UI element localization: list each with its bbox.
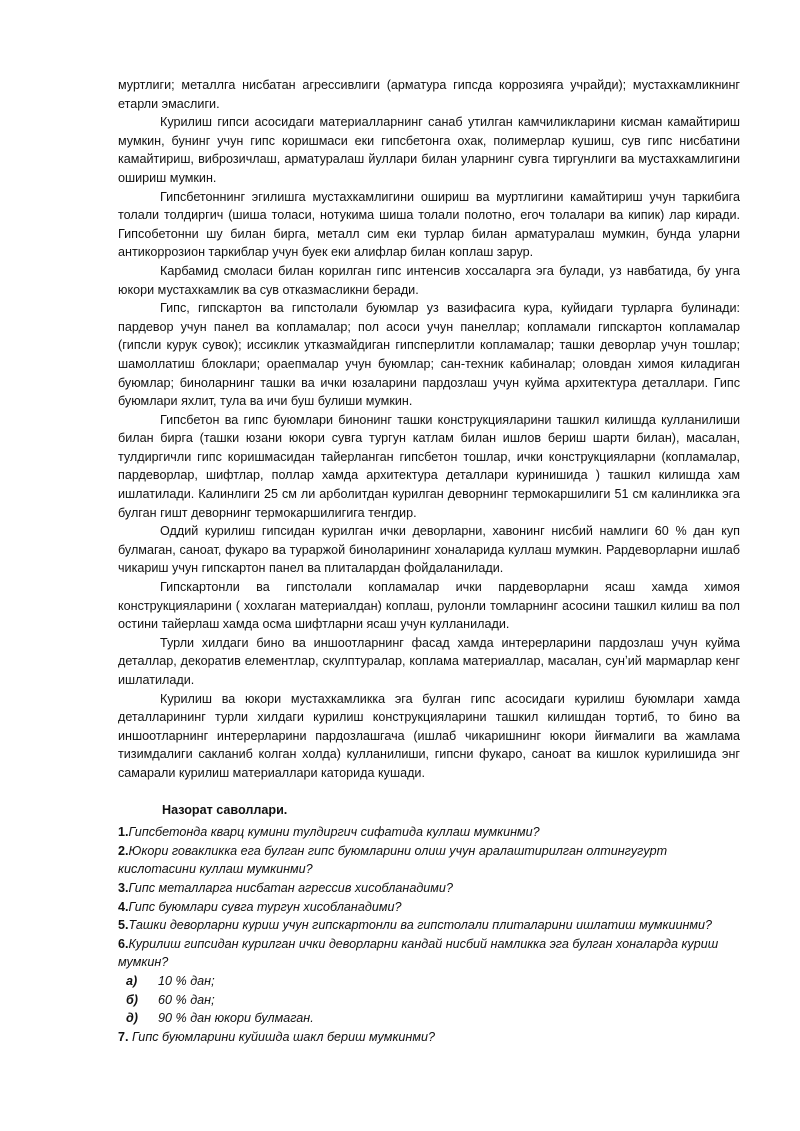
paragraph-10: Курилиш ва юкори мустахкамликка эга булган гипс асосидаги курилиш буюмлари хамда деталларининг турли хилдаги курилиш конструкцияларини ташкил килишдан тортиб, то бино ва иншоотларнинг интерерларини пардозлашгача (ишлаб чикаришнинг юкори йиғмалиги ва жамлама тизимдалиги сакланиб колган холда) кулланилиши, гипсни фукаро, саноат ва кишлок курилишида энг самарали курилиш материаллари каторида кушади. bbox=[118, 691, 740, 780]
paragraph-8: Гипскартонли ва гипстолали копламалар ички пардеворларни ясаш хамда химоя конструкцияларини ( хохлаган материалдан) коплаш, рулонли томларнинг асосини ташкил килиш ва пол остини тайерлаш хамда осма шифтларни ясаш учун кулланилади. bbox=[118, 580, 740, 632]
question-6 bbox=[118, 935, 740, 972]
answer-option-a bbox=[126, 972, 740, 991]
question-number: 5. bbox=[118, 918, 129, 933]
question-text: Гипс металларга нисбатан агрессив хисобланадими? bbox=[128, 880, 453, 895]
questions-list bbox=[118, 823, 740, 1046]
answer-option-b bbox=[126, 991, 740, 1010]
question-text: Гипс буюмлари сувга тургун хисобланадими? bbox=[128, 899, 402, 914]
option-text: 10 % дан; bbox=[158, 973, 215, 988]
question-5 bbox=[118, 916, 740, 935]
option-text: 90 % дан юкори булмаган. bbox=[158, 1011, 314, 1026]
question-number: 6. bbox=[118, 936, 129, 951]
paragraph-1: муртлиги; металлга нисбатан агрессивлиги (арматура гипсда коррозияга учрайди); мустахкамликнинг етарли эмаслиги. bbox=[118, 78, 740, 111]
question-number: 1. bbox=[118, 825, 129, 840]
paragraph-9: Турли хилдаги бино ва иншоотларнинг фасад хамда интерерларини пардозлаш учун куйма деталлар, декоратив елементлар, скулптуралар, коплама материаллар, масалан, сунʼий мармарлар кенг ишлатилади. bbox=[118, 635, 740, 687]
question-number: 3. bbox=[118, 880, 129, 895]
question-text: Курилиш гипсидан курилган ички деворларни кандай нисбий намликка эга булган хоналарда куриш мумкин? bbox=[118, 936, 719, 970]
paragraph-7: Оддий курилиш гипсидан курилган ички деворларни, хавонинг нисбий намлиги 60 % дан куп булмаган, саноат, фукаро ва тураржой биноларининг хоналарида куллаш мумкин. Рардеворларни ишлаб чикариш учун гипскартон панел ва плиталардан фойдаланилади. bbox=[118, 524, 740, 576]
question-text: Гипсбетонда кварц кумини тулдиргич сифатида куллаш мумкинми? bbox=[128, 825, 540, 840]
question-number: 2. bbox=[118, 843, 129, 858]
paragraph-2: Курилиш гипси асосидаги материалларнинг санаб утилган камчиликларини кисман камайтириш мумкин, бунинг учун гипс коришмаси еки гипсбетонга охак, полимерлар кушиш, сув гипс нисбатини камайтириш, виброзичлаш, арматуралаш йуллари билан уларнинг сувга тиргунлиги ва мустахкамлигини ошириш мумкин. bbox=[118, 115, 740, 185]
question-number: 7. bbox=[118, 1029, 129, 1044]
answer-option-d bbox=[126, 1009, 740, 1028]
question-2 bbox=[118, 842, 740, 879]
paragraph-3: Гипсбетоннинг эгилишга мустахкамлигини ошириш ва муртлигини камайтириш учун таркибига толали толдиргич (шиша толаси, нотукима шиша толали полотно, егоч толалари ва кипик) лар киради. Гипсобетонни шу билан бирга, металл сим еки турлар билан арматуралаш мумкин, бунда уларни антикоррозион таркиблар учун буек еки алифлар билан коплаш зарур. bbox=[118, 189, 740, 260]
question-text: Ташки деворларни куриш учун гипскартонли ва гипстолали плиталарини ишлатиш мумкиинми? bbox=[128, 918, 713, 933]
body-text bbox=[118, 76, 740, 783]
question-text: Юкори говакликка ега булган гипс буюмларини олиш учун аралаштирилган олтингугурт кислотасини куллаш мумкинми? bbox=[118, 843, 668, 877]
question-4 bbox=[118, 898, 740, 917]
paragraph-4: Карбамид смоласи билан корилган гипс интенсив хоссаларга эга булади, уз навбатида, бу унга юкори мустахкамлик ва сув отказмасликни беради. bbox=[118, 263, 740, 297]
paragraph-6: Гипсбетон ва гипс буюмлари бинонинг ташки конструкцияларини ташкил килишда кулланилиши билан бирга (ташки юзани юкори сувга тургун катлам билан ишлов бериш шарти билан), масалан, тулдиргичли гипс коришмасидан тайерланган гипсбетон тошлар, ички конструкцияларни (копламалар, пардеворлар, шифтлар, поллар хамда архитектура деталлари куринишида ) ташкил килишда хам ишлатилади. Калинлиги 25 см ли арболитдан курилган деворнинг термокаршилиги 51 см калинликка эга булган гишт деворнинг термокаршилигига тенгдир. bbox=[118, 412, 740, 520]
option-letter: б) bbox=[126, 992, 138, 1007]
question-number: 4. bbox=[118, 899, 129, 914]
paragraph-5: Гипс, гипскартон ва гипстолали буюмлар уз вазифасига кура, куйидаги турларга булинади: пардевор учун панел ва копламалар; пол асоси учун панеллар; копламали гипскартон копламалар (гипсли курук сувок); иссиклик утказмайдиган гипсперлитли копламалар; ташки деворлар учун тошлар; шамоллатиш блоклари; ораепмалар учун буюмлар; сан-техник кабиналар; оловдан химоя киладиган буюмлар; биноларнинг ташки ва ички юзаларини пардозлаш учун куйма архитектура деталлари. Гипс буюмлари яхлит, тула ва ичи буш булиши мумкин. bbox=[118, 301, 740, 409]
question-7 bbox=[118, 1028, 740, 1047]
option-letter: д) bbox=[126, 1011, 138, 1026]
questions-heading: Назорат саволлари. bbox=[162, 802, 288, 817]
option-letter: а) bbox=[126, 973, 138, 988]
question-3 bbox=[118, 879, 740, 898]
option-text: 60 % дан; bbox=[158, 992, 215, 1007]
question-text: Гипс буюмларини куйишда шакл бериш мумкинми? bbox=[132, 1029, 435, 1044]
question-1 bbox=[118, 823, 740, 842]
